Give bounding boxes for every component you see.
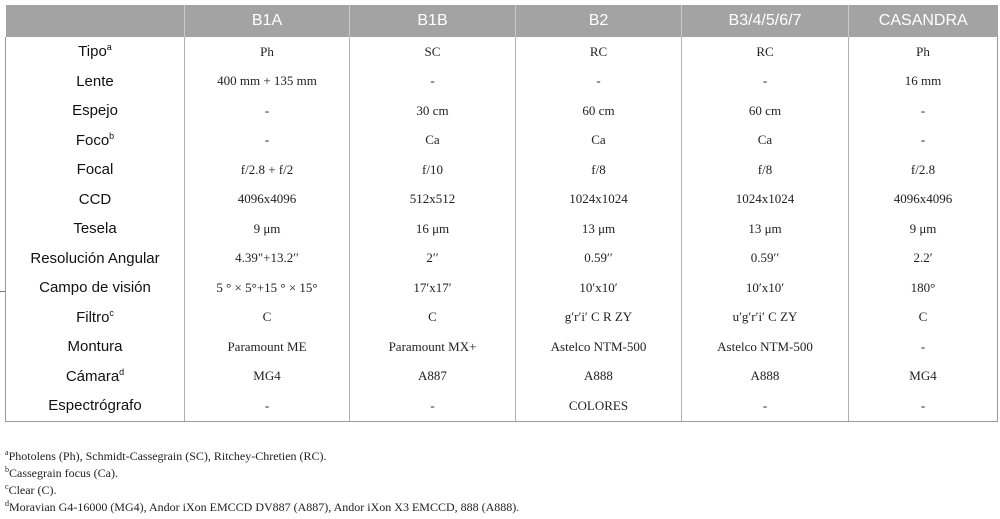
table-cell: COLORES xyxy=(516,391,682,421)
table-cell: 400 mm + 135 mm xyxy=(185,67,350,97)
row-label xyxy=(6,303,185,333)
table-cell: C xyxy=(350,303,516,333)
row-label xyxy=(6,362,185,392)
footnote xyxy=(5,465,995,482)
table-cell: - xyxy=(682,391,849,421)
table-cell: - xyxy=(185,391,350,421)
table-cell: 9 μm xyxy=(185,214,350,244)
footnote-marker: a xyxy=(106,42,112,53)
table-cell: - xyxy=(849,332,998,362)
header-b3-7: B3/4/5/6/7 xyxy=(682,5,849,37)
row-label-text: Espejo xyxy=(72,102,118,120)
table-cell: 2′′ xyxy=(350,244,516,274)
table-cell: C xyxy=(849,303,998,333)
table-cell: A888 xyxy=(682,362,849,392)
header-b2: B2 xyxy=(516,5,682,37)
table-cell: g′r′i′ C R ZY xyxy=(516,303,682,333)
table-row xyxy=(6,362,998,392)
table-cell: A887 xyxy=(350,362,516,392)
table-row xyxy=(6,332,998,362)
footnote-marker: c xyxy=(109,307,114,318)
table-cell: 4096x4096 xyxy=(185,185,350,215)
table-cell: Astelco NTM-500 xyxy=(682,332,849,362)
row-label xyxy=(6,214,185,244)
table-cell: MG4 xyxy=(185,362,350,392)
table-cell: - xyxy=(350,391,516,421)
row-label-text: Focal xyxy=(76,161,114,179)
table-cell: 2.2′ xyxy=(849,244,998,274)
table-cell: - xyxy=(849,96,998,126)
table-row xyxy=(6,391,998,421)
row-label-text: Montura xyxy=(67,338,123,356)
footnote-mark: b xyxy=(5,465,9,474)
table-cell: - xyxy=(849,126,998,156)
table-cell: 10′x10′ xyxy=(682,273,849,303)
table-row xyxy=(6,214,998,244)
table-cell: - xyxy=(849,391,998,421)
table-cell: 13 μm xyxy=(682,214,849,244)
footnote-mark: a xyxy=(5,448,9,457)
footnote xyxy=(5,482,995,499)
table-cell: Paramount ME xyxy=(185,332,350,362)
header-b1b: B1B xyxy=(350,5,516,37)
table-cell: 60 cm xyxy=(682,96,849,126)
table-cell: 16 mm xyxy=(849,67,998,97)
footnotes xyxy=(5,448,995,516)
row-label xyxy=(6,332,185,362)
footnote-text: Clear (C). xyxy=(8,483,57,497)
table-cell: - xyxy=(350,67,516,97)
specs-table-container xyxy=(5,5,997,422)
footnote xyxy=(5,448,995,465)
table-cell: - xyxy=(185,96,350,126)
table-cell: SC xyxy=(350,37,516,67)
row-label xyxy=(6,185,185,215)
table-cell: RC xyxy=(682,37,849,67)
table-cell: 512x512 xyxy=(350,185,516,215)
table-cell: Ca xyxy=(350,126,516,156)
row-label-text: Tipo xyxy=(78,43,107,61)
table-cell: f/8 xyxy=(516,155,682,185)
footnote-text: Cassegrain focus (Ca). xyxy=(9,466,118,480)
table-cell: 13 μm xyxy=(516,214,682,244)
table-row xyxy=(6,96,998,126)
table-cell: 30 cm xyxy=(350,96,516,126)
footnote-marker: b xyxy=(109,130,115,141)
row-label-text: Foco xyxy=(75,131,110,149)
table-cell: 9 μm xyxy=(849,214,998,244)
table-cell: 10′x10′ xyxy=(516,273,682,303)
row-label xyxy=(6,155,185,185)
table-cell: 180° xyxy=(849,273,998,303)
table-cell: C xyxy=(185,303,350,333)
table-cell: f/8 xyxy=(682,155,849,185)
table-cell: Ph xyxy=(185,37,350,67)
footnote xyxy=(5,499,995,516)
table-cell: 1024x1024 xyxy=(682,185,849,215)
table-cell: u′g′r′i′ C ZY xyxy=(682,303,849,333)
header-corner xyxy=(6,5,185,37)
table-row xyxy=(6,67,998,97)
table-cell: RC xyxy=(516,37,682,67)
table-cell: Ca xyxy=(682,126,849,156)
table-cell: MG4 xyxy=(849,362,998,392)
table-cell: 5 ° × 5°+15 ° × 15° xyxy=(185,273,350,303)
footnote-mark: d xyxy=(5,499,9,508)
table-cell: - xyxy=(682,67,849,97)
table-row xyxy=(6,37,998,67)
row-label xyxy=(6,96,185,126)
table-row xyxy=(6,155,998,185)
footnote-text: Moravian G4-16000 (MG4), Andor iXon EMCCD DV887 (A887), Andor iXon X3 EMCCD, 888 (A888). xyxy=(9,500,520,514)
telescope-specs-table xyxy=(5,5,998,422)
table-cell: - xyxy=(516,67,682,97)
table-cell: 0.59′′ xyxy=(516,244,682,274)
table-row xyxy=(6,244,998,274)
table-cell: Paramount MX+ xyxy=(350,332,516,362)
table-cell: f/2.8 + f/2 xyxy=(185,155,350,185)
row-label xyxy=(6,244,185,274)
row-label-text: Tesela xyxy=(73,220,117,238)
table-cell: 4096x4096 xyxy=(849,185,998,215)
row-label xyxy=(6,37,185,67)
footnote-mark: c xyxy=(5,482,9,491)
table-cell: Ca xyxy=(516,126,682,156)
row-label xyxy=(6,273,185,303)
table-row xyxy=(6,273,998,303)
row-label xyxy=(6,126,185,156)
footnote-marker: d xyxy=(119,366,125,377)
row-label xyxy=(6,391,185,421)
row-label xyxy=(6,67,185,97)
table-cell: A888 xyxy=(516,362,682,392)
row-label-text: Filtro xyxy=(76,308,110,326)
table-cell: f/10 xyxy=(350,155,516,185)
table-cell: - xyxy=(185,126,350,156)
header-casandra: CASANDRA xyxy=(849,5,998,37)
row-label-text: Cámara xyxy=(65,367,120,385)
row-label-text: Lente xyxy=(76,72,114,90)
header-b1a: B1A xyxy=(185,5,350,37)
table-cell: f/2.8 xyxy=(849,155,998,185)
row-label-text: CCD xyxy=(78,190,112,208)
table-cell: 16 μm xyxy=(350,214,516,244)
table-cell: 0.59′′ xyxy=(682,244,849,274)
header-row xyxy=(6,5,998,37)
row-label-text: Espectrógrafo xyxy=(48,397,142,415)
row-label-text: Campo de visión xyxy=(39,279,151,297)
table-row xyxy=(6,303,998,333)
footnote-text: Photolens (Ph), Schmidt-Cassegrain (SC), Ritchey-Chretien (RC). xyxy=(8,449,327,463)
table-cell: Ph xyxy=(849,37,998,67)
table-cell: 1024x1024 xyxy=(516,185,682,215)
table-cell: 17′x17′ xyxy=(350,273,516,303)
table-row xyxy=(6,126,998,156)
table-cell: 4.39"+13.2′′ xyxy=(185,244,350,274)
table-body xyxy=(6,37,998,421)
table-cell: 60 cm xyxy=(516,96,682,126)
row-label-text: Resolución Angular xyxy=(30,249,160,267)
table-cell: Astelco NTM-500 xyxy=(516,332,682,362)
table-row xyxy=(6,185,998,215)
